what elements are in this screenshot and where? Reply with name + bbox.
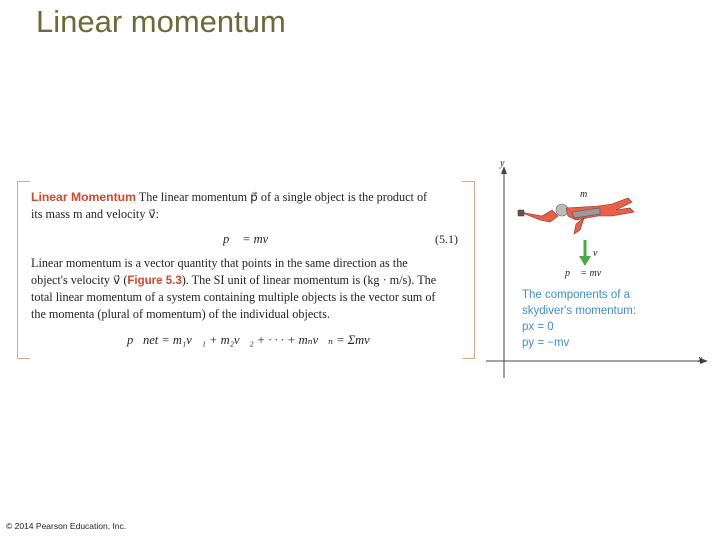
velocity-arrowhead	[579, 256, 591, 266]
y-axis-label: y	[500, 158, 505, 169]
box-right-bracket	[462, 181, 475, 359]
paragraph-line-1: Linear momentum is a vector quantity that points in the same direction as the	[31, 256, 408, 270]
slide-title: Linear momentum	[36, 4, 286, 39]
velocity-label: v⃗	[593, 248, 606, 259]
mass-label: m	[580, 189, 588, 200]
paragraph-line-4: the momenta (plural of momentum) of the individual objects.	[31, 307, 330, 321]
x-axis-label: x	[698, 354, 703, 365]
caption-line-3: px = 0	[522, 321, 554, 333]
definition-line-2: its mass m and velocity v⃗:	[31, 207, 160, 221]
definition-line-1	[31, 190, 427, 205]
definition-box	[17, 181, 475, 359]
figure-reference-link[interactable]: Figure 5.3	[127, 275, 182, 287]
caption-line-4: py = −mv	[522, 337, 570, 349]
paragraph-line-2	[31, 273, 436, 288]
momentum-label: p⃗ = mv⃗	[565, 268, 609, 279]
equation-number: (5.1)	[435, 232, 458, 246]
paragraph-line-2a: object's velocity v⃗ (	[31, 273, 128, 287]
paragraph-line-3: total linear momentum of a system containing multiple objects is the vector sum of	[31, 290, 436, 304]
box-left-bracket	[17, 181, 30, 359]
equation-momentum: p⃗ = mv⃗	[223, 232, 278, 246]
caption-line-1: The components of a	[522, 289, 631, 301]
copyright-footer: © 2014 Pearson Education, Inc.	[6, 521, 127, 531]
definition-text-1: The linear momentum p⃗ of a single object is the product of	[138, 190, 428, 204]
skydiver-icon	[518, 198, 634, 234]
equation-total-momentum: p⃗net = m₁v⃗₁ + m₂v⃗₂ + · · · + mₙv⃗ₙ = Σmv⃗	[127, 333, 380, 347]
caption-line-2: skydiver's momentum:	[522, 305, 637, 317]
paragraph-line-2b: ). The SI unit of linear momentum is (kg · m/s). The	[181, 273, 437, 287]
definition-heading: Linear Momentum	[31, 190, 136, 204]
